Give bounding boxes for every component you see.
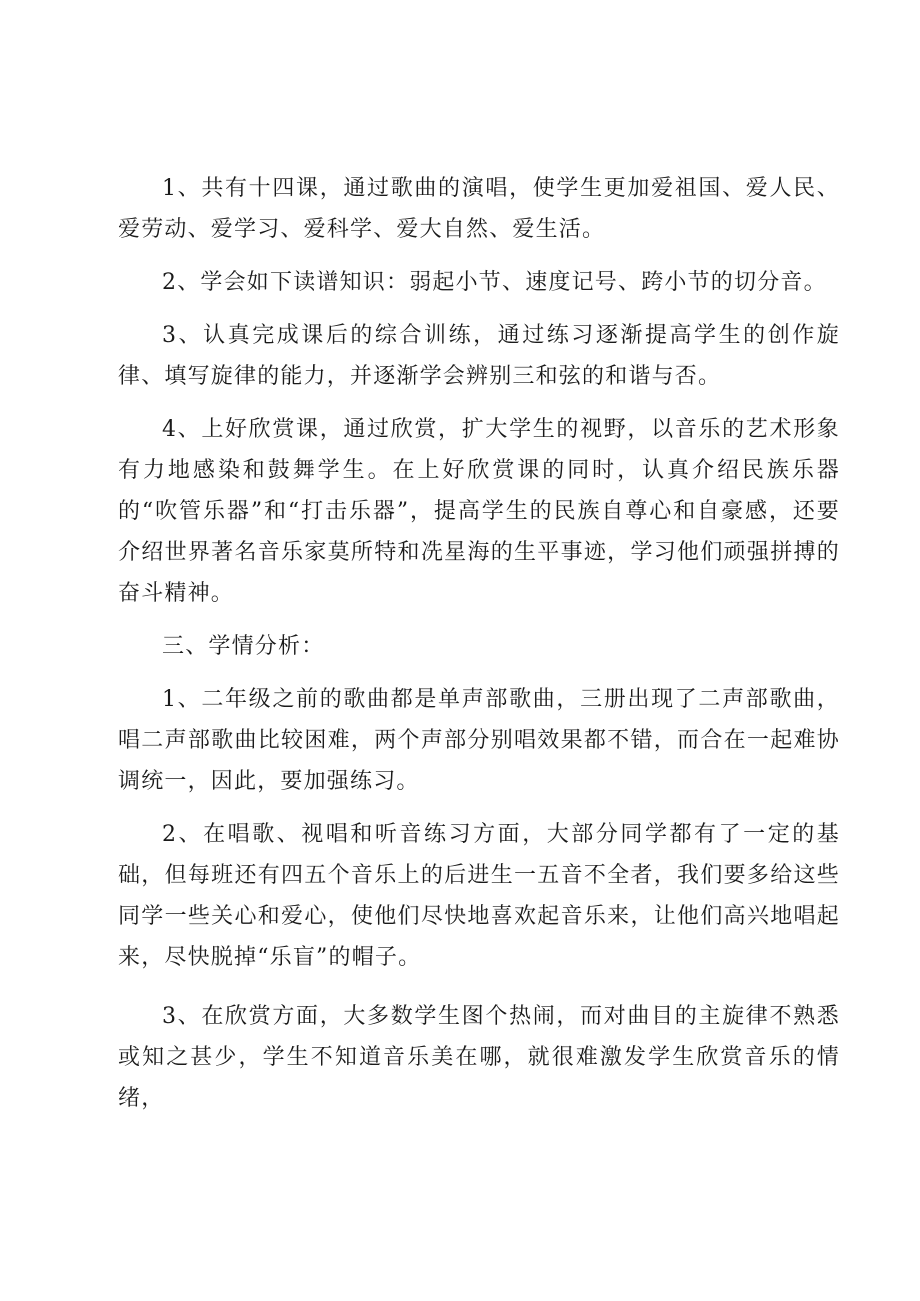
section-heading-student-analysis: 三、学情分析： <box>162 634 325 659</box>
paragraph-goal-2: 2、学会如下读谱知识：弱起小节、速度记号、跨小节的切分音。 <box>162 270 827 295</box>
paragraph-goal-4: 4、上好欣赏课，通过欣赏，扩大学生的视野，以音乐的艺术形象有力地感染和鼓舞学生。在上好欣赏课的同时，认真介绍民族乐器的“吹管乐器”和“打击乐器”，提高学生的民族自尊心和自豪感，还要介绍世界著名音乐家莫所特和冼星海的生平事迹，学习他们顽强拼搏的奋斗精神。 <box>118 417 840 606</box>
paragraph-analysis-2: 2、在唱歌、视唱和听音练习方面，大部分同学都有了一定的基础，但每班还有四五个音乐上的后进生一五音不全者，我们要多给这些同学一些关心和爱心，使他们尽快地喜欢起音乐来，让他们高兴地唱起来，尽快脱掉“乐盲”的帽子。 <box>118 822 840 970</box>
paragraph-analysis-3: 3、在欣赏方面，大多数学生图个热闹，而对曲目的主旋律不熟悉或知之甚少，学生不知道音乐美在哪，就很难激发学生欣赏音乐的情绪， <box>118 1004 840 1111</box>
paragraph-analysis-1: 1、二年级之前的歌曲都是单声部歌曲，三册出现了二声部歌曲，唱二声部歌曲比较困难，两个声部分别唱效果都不错，而合在一起难协调统一，因此，要加强练习。 <box>118 687 840 794</box>
paragraph-goal-1: 1、共有十四课，通过歌曲的演唱，使学生更加爱祖国、爱人民、爱劳动、爱学习、爱科学、爱大自然、爱生活。 <box>118 176 840 242</box>
document-body <box>118 168 840 1131</box>
paragraph-goal-3: 3、认真完成课后的综合训练，通过练习逐渐提高学生的创作旋律、填写旋律的能力，并逐渐学会辨别三和弦的和谐与否。 <box>118 323 840 389</box>
